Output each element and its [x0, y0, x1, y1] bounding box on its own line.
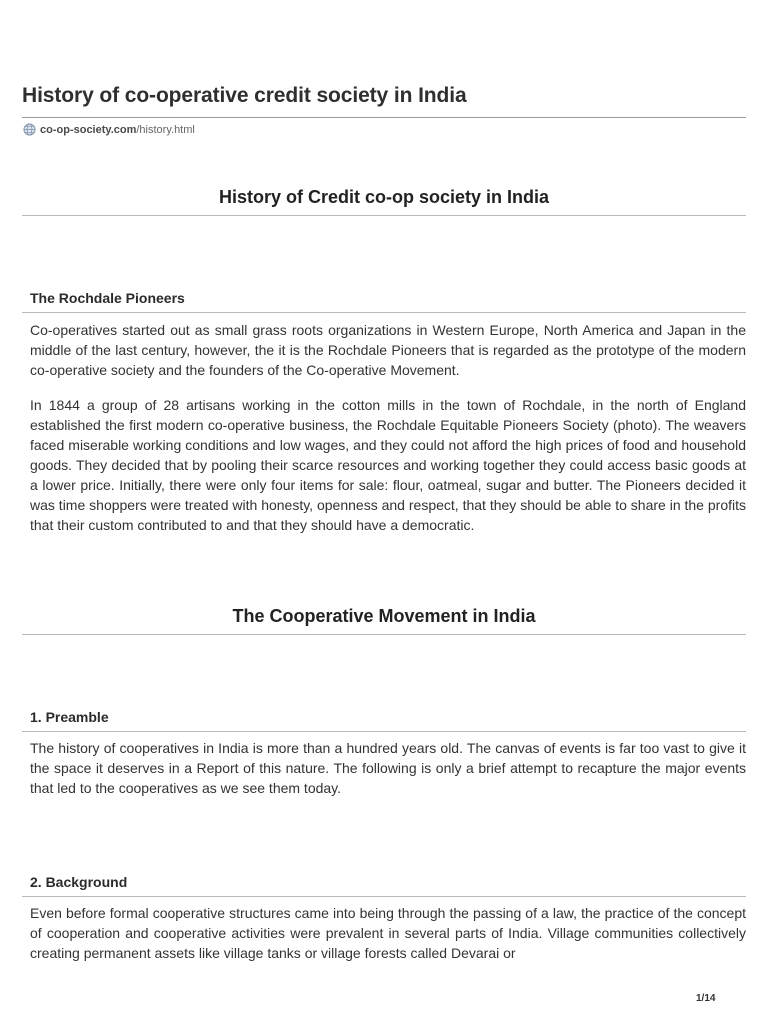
paragraph-rochdale-intro: Co-operatives started out as small grass roots organizations in Western Europe, North America and Japan in the middle of the last century, however, the it is the Rochdale Pioneers that is regarded as the prototype of the modern co-operative society and the founders of the Co-operative Movement. [30, 322, 746, 378]
subheading-divider [22, 312, 746, 313]
title-divider [22, 117, 746, 118]
section-divider [22, 634, 746, 635]
paragraph-preamble: The history of cooperatives in India is more than a hundred years old. The canvas of events is far too vast to give it the space it deserves in a Report of this nature. The following is only a brief attempt to recapture the major events that led to the cooperatives as we see them today. [30, 740, 746, 796]
url-domain: co-op-society.com [40, 123, 137, 136]
section-heading-credit-coop: History of Credit co-op society in India [218, 187, 550, 207]
section-divider [22, 215, 746, 216]
page-number: 1/14 [696, 993, 716, 1004]
subheading-rochdale-pioneers: The Rochdale Pioneers [30, 290, 185, 306]
source-url[interactable] [23, 123, 195, 136]
paragraph-rochdale-1844: In 1844 a group of 28 artisans working in the cotton mills in the town of Rochdale, in the north of England established the first modern co-operative business, the Rochdale Equitable Pioneers Society (photo). The weavers faced miserable working conditions and low wages, and they could not afford the high prices of food and household goods. They decided that by pooling their scarce resources and working together they could access basic goods at a lower price. Initially, there were only four items for sale: flour, oatmeal, sugar and butter. The Pioneers decided it was time shoppers were treated with honesty, openness and respect, that they should be able to share in the profits that their custom contributed to and that they should have a democratic. [30, 397, 746, 533]
paragraph-background: Even before formal cooperative structures came into being through the passing of a law, the practice of the concept of cooperation and cooperative activities were prevalent in several parts of India. Village communities collectively creating permanent assets like village tanks or village forests called Devarai or [30, 905, 746, 961]
subheading-divider [22, 731, 746, 732]
url-path: /history.html [136, 123, 195, 136]
globe-icon [23, 123, 36, 136]
document-title: History of co-operative credit society in India [22, 84, 467, 107]
subheading-preamble: 1. Preamble [30, 709, 109, 725]
section-heading-cooperative-movement: The Cooperative Movement in India [232, 606, 536, 626]
subheading-divider [22, 896, 746, 897]
subheading-background: 2. Background [30, 874, 128, 890]
